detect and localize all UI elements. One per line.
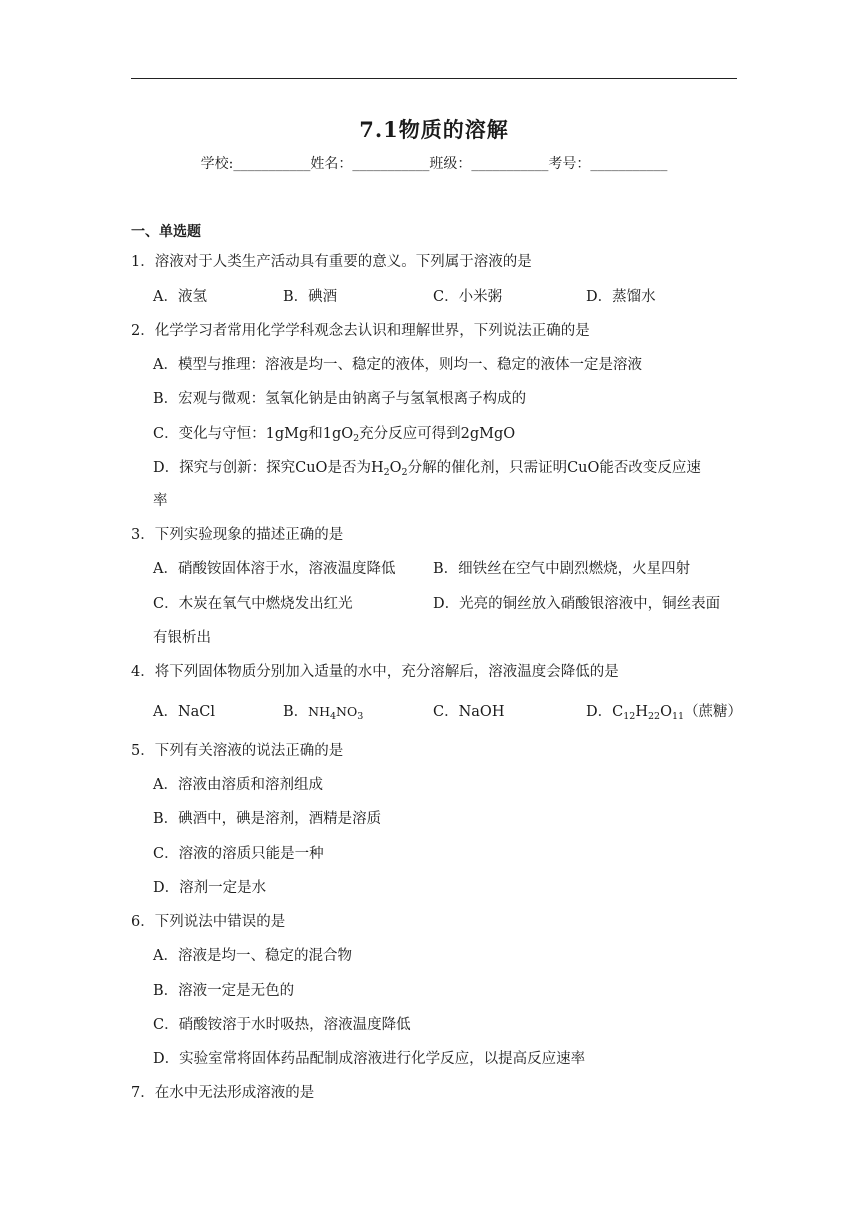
q6-option-b: B．溶液一定是无色的 bbox=[153, 983, 295, 999]
header-rule bbox=[131, 78, 737, 79]
section-heading: 一、单选题 bbox=[131, 224, 201, 240]
q5-option-a: A．溶液由溶质和溶剂组成 bbox=[153, 777, 323, 793]
student-info-line: 学校:___________姓名：___________班级：___________考号：___________ bbox=[200, 156, 668, 172]
q2-option-c: C．变化与守恒：1gMg和$1gO_2$充分反应可得到2gMgO bbox=[153, 426, 516, 444]
q5-option-b: B．碘酒中，碘是溶剂，酒精是溶质 bbox=[153, 811, 382, 827]
q6-option-a: A．溶液是均一、稳定的混合物 bbox=[153, 948, 352, 964]
question-2-stem: 2．化学学习者常用化学学科观念去认识和理解世界，下列说法正确的是 bbox=[131, 323, 590, 339]
q4-option-c: C．NaOH bbox=[433, 704, 505, 720]
q2-option-a: A．模型与推理：溶液是均一、稳定的液体，则均一、稳定的液体一定是溶液 bbox=[153, 357, 642, 373]
q2-option-d: D．探究与创新：探究CuO是否为$H_2O_2$分解的催化剂，只需证明CuO能否改变反应速 bbox=[153, 460, 701, 478]
q6-option-c: C．硝酸铵溶于水时吸热，溶液温度降低 bbox=[153, 1017, 411, 1033]
question-1-stem: 1．溶液对于人类生产活动具有重要的意义。下列属于溶液的是 bbox=[131, 254, 532, 270]
q4-option-b: B．$NH_4NO_3$ bbox=[283, 704, 364, 722]
q3-option-d-wrap: 有银析出 bbox=[153, 630, 211, 646]
question-5-stem: 5．下列有关溶液的说法正确的是 bbox=[131, 743, 344, 759]
q3-option-c: C．木炭在氧气中燃烧发出红光 bbox=[153, 596, 353, 612]
question-4-stem: 4．将下列固体物质分别加入适量的水中，充分溶解后，溶液温度会降低的是 bbox=[131, 664, 619, 680]
q5-option-d: D．溶剂一定是水 bbox=[153, 880, 267, 896]
question-6-stem: 6．下列说法中错误的是 bbox=[131, 914, 286, 930]
q1-option-d: D．蒸馏水 bbox=[586, 289, 656, 305]
q4-option-d: D．$C_{12}H_{22}O_{11}$（蔗糖） bbox=[586, 704, 743, 722]
q1-option-b: B．碘酒 bbox=[283, 289, 338, 305]
q1-option-a: A．液氢 bbox=[153, 289, 207, 305]
question-3-stem: 3．下列实验现象的描述正确的是 bbox=[131, 527, 344, 543]
q3-option-a: A．硝酸铵固体溶于水，溶液温度降低 bbox=[153, 561, 396, 577]
q6-option-d: D．实验室常将固体药品配制成溶液进行化学反应，以提高反应速率 bbox=[153, 1051, 586, 1067]
q3-option-d: D．光亮的铜丝放入硝酸银溶液中，铜丝表面 bbox=[433, 596, 721, 612]
q5-option-c: C．溶液的溶质只能是一种 bbox=[153, 846, 324, 862]
q2-option-d-wrap: 率 bbox=[153, 493, 168, 509]
page-title: 7.1物质的溶解 bbox=[359, 117, 509, 142]
q2-option-b: B．宏观与微观：氢氧化钠是由钠离子与氢氧根离子构成的 bbox=[153, 391, 527, 407]
q1-option-c: C．小米粥 bbox=[433, 289, 503, 305]
question-7-stem: 7．在水中无法形成溶液的是 bbox=[131, 1085, 315, 1101]
q3-option-b: B．细铁丝在空气中剧烈燃烧，火星四射 bbox=[433, 561, 691, 577]
q4-option-a: A．NaCl bbox=[153, 704, 216, 720]
